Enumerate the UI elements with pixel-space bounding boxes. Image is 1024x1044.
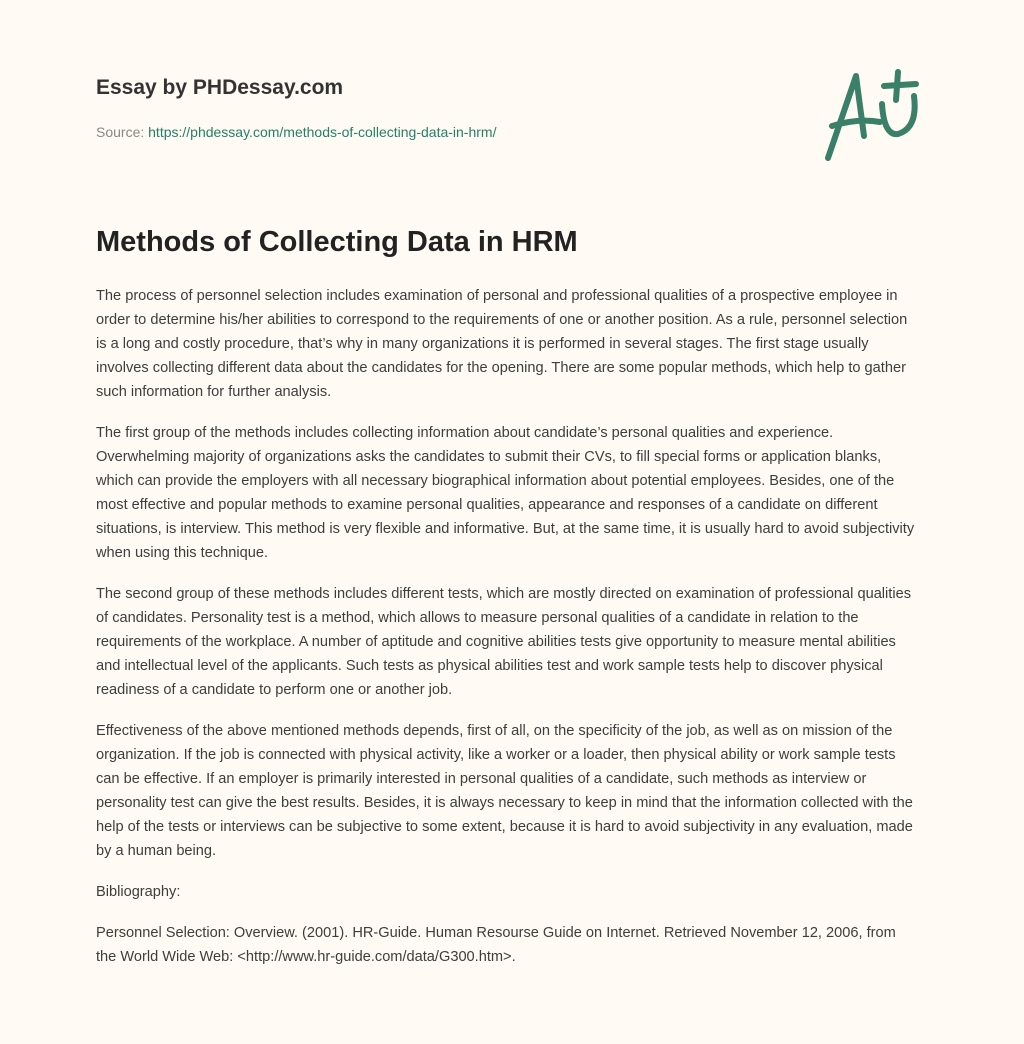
source-link[interactable]: https://phdessay.com/methods-of-collecting-data-in-hrm/ xyxy=(148,124,497,140)
source-line xyxy=(96,124,496,140)
paragraph: The first group of the methods includes collecting information about candidate’s personal qualities and experience. Overwhelming majority of organizations asks the candidates to submit their CVs, to fill special forms or application blanks, which can provide the employers with all necessary biographical information about potential employees. Besides, one of the most effective and popular methods to examine personal qualities, appearance and responses of a candidate on different situations, is interview. This method is very flexible and informative. But, at the same time, it is usually hard to avoid subjectivity when using this technique. xyxy=(96,425,915,561)
source-label: Source: xyxy=(96,124,145,140)
article-body xyxy=(96,284,916,986)
paragraph: The second group of these methods includes different tests, which are mostly directed on examination of professional qualities of candidates. Personality test is a method, which allows to measure personal qualities of a candidate in relation to the requirements of the workplace. A number of aptitude and cognitive abilities tests give opportunity to measure mental abilities and intellectual level of the applicants. Such tests as physical abilities test and work sample tests help to discover physical readiness of a candidate to perform one or another job. xyxy=(96,586,912,698)
paragraph: Effectiveness of the above mentioned methods depends, first of all, on the specificity of the job, as well as on mission of the organization. If the job is connected with physical activity, like a worker or a loader, then physical ability or work sample tests can be effective. If an employer is primarily interested in personal qualities of a candidate, such methods as interview or personality test can give the best results. Besides, it is always necessary to keep in mind that the information collected with the help of the tests or interviews can be subjective to some extent, because it is hard to avoid subjectivity in any evaluation, made by a human being. xyxy=(96,723,913,859)
bibliography-entry: Personnel Selection: Overview. (2001). HR-Guide. Human Resourse Guide on Internet. Retrieved November 12, 2006, from the World Wide Web: <http://www.hr-guide.com/data/G300.htm>. xyxy=(96,925,896,965)
bibliography-heading: Bibliography: xyxy=(96,884,181,900)
a-plus-logo-icon xyxy=(818,66,928,166)
brand-title: Essay by PHDessay.com xyxy=(96,76,344,99)
paragraph: The process of personnel selection includes examination of personal and professional qualities of a prospective employee in order to determine his/her abilities to correspond to the requirements of one or another position. As a rule, personnel selection is a long and costly procedure, that’s why in many organizations it is performed in several stages. The first stage usually involves collecting different data about the candidates for the opening. There are some popular methods, which help to gather such information for further analysis. xyxy=(96,288,908,400)
page-title: Methods of Collecting Data in HRM xyxy=(96,226,578,258)
